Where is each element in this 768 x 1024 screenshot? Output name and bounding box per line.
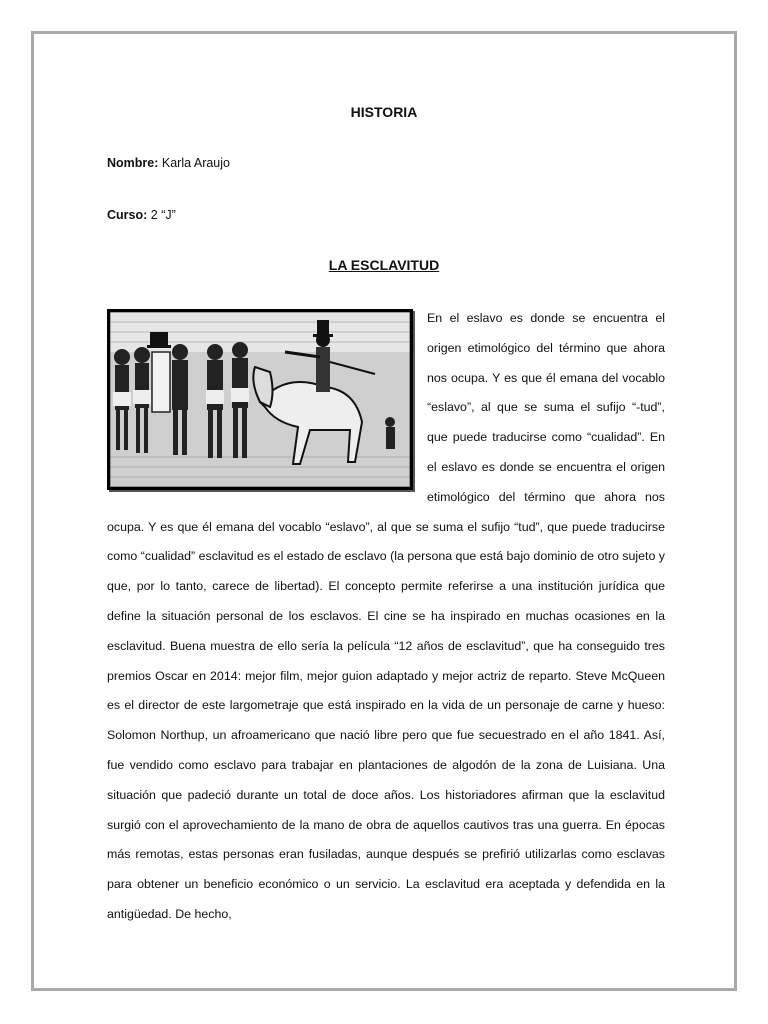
body-paragraph bbox=[107, 304, 665, 930]
course-value: 2 “J” bbox=[150, 208, 176, 222]
name-value: Karla Araujo bbox=[161, 156, 230, 170]
name-field bbox=[107, 156, 230, 170]
document-subtitle: LA ESCLAVITUD bbox=[328, 257, 440, 273]
course-field bbox=[107, 208, 176, 222]
body-text-content: En el eslavo es donde se encuentra el origen etimológico del término que ahora nos ocupa. Y es que él emana del vocablo “eslavo”, al que se suma el sufijo “-tud”, que puede traducirse como “cualidad”. En el eslavo es donde se encuentra el origen etimológico del término que ahora nos ocupa. Y es que él emana del vocablo “eslavo”, al que se suma el sufijo “tud”, que puede traducirse como “cualidad” esclavitud es el estado de esclavo (la persona que está bajo dominio de otro sujeto y que, por lo tanto, carece de libertad). El concepto permite referirse a una institución jurídica que define la situación personal de los esclavos. El cine se ha inspirado en muchas ocasiones en la esclavitud. Buena muestra de ello sería la película “12 años de esclavitud”, que ha conseguido tres premios Oscar en 2014: mejor film, mejor guion adaptado y mejor actriz de reparto. Steve McQueen es el director de este largometraje que está inspirado en la vida de un personaje de carne y hueso: Solomon Northup, un afroamericano que nació libre pero que fue secuestrado en el año 1841. Así, fue vendido como esclavo para trabajar en plantaciones de algodón de la zona de Luisiana. Una situación que padeció durante un total de doce años. Los historiadores afirman que la esclavitud surgió con el aprovechamiento de la mano de obra de aquellos cautivos tras una guerra. En épocas más remotas, estas personas eran fusiladas, aunque después se prefirió utilizarlas como esclavas para obtener un beneficio económico o un servicio. La esclavitud era aceptada y defendida en la antigüedad. De hecho, bbox=[107, 311, 665, 921]
image-wrap-spacer bbox=[107, 304, 427, 504]
name-label: Nombre: bbox=[107, 156, 159, 170]
document-page bbox=[31, 31, 737, 991]
document-heading: HISTORIA bbox=[350, 104, 418, 120]
course-label: Curso: bbox=[107, 208, 148, 222]
